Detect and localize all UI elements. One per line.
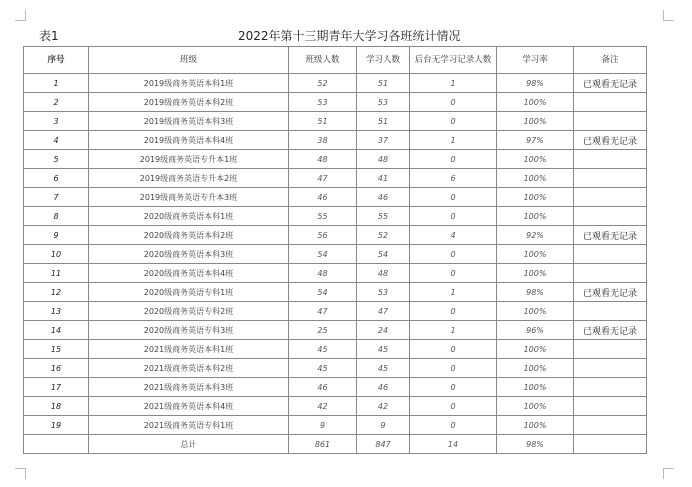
cell-note <box>574 207 647 226</box>
cell-seq: 10 <box>24 245 89 264</box>
cell-class: 2019级商务英语专升本3班 <box>89 188 289 207</box>
cell-class-size: 48 <box>289 264 357 283</box>
cell-no-record: 0 <box>410 378 497 397</box>
cell-learners: 24 <box>357 321 410 340</box>
cell-learners: 37 <box>357 131 410 150</box>
table-row <box>24 416 647 435</box>
cell-seq: 15 <box>24 340 89 359</box>
cell-class: 2021级商务英语本科4班 <box>89 397 289 416</box>
statistics-table <box>23 46 647 454</box>
cell-no-record: 0 <box>410 359 497 378</box>
cell-seq: 16 <box>24 359 89 378</box>
cell-class: 2020级商务英语本科1班 <box>89 207 289 226</box>
page-corner-mark <box>15 468 26 479</box>
table-row <box>24 378 647 397</box>
cell-note <box>574 359 647 378</box>
cell-rate: 100% <box>497 397 574 416</box>
cell-note <box>574 93 647 112</box>
cell-learners: 52 <box>357 226 410 245</box>
cell-class-size: 53 <box>289 93 357 112</box>
cell-learners: 41 <box>357 169 410 188</box>
cell-rate: 100% <box>497 207 574 226</box>
cell-rate: 98% <box>497 283 574 302</box>
cell-note <box>574 169 647 188</box>
column-header-class-size: 班级人数 <box>289 47 357 74</box>
cell-class: 2019级商务英语本科2班 <box>89 93 289 112</box>
cell-no-record: 0 <box>410 188 497 207</box>
cell-note: 已观看无记录 <box>574 283 647 302</box>
cell-class-size: 45 <box>289 340 357 359</box>
cell-note <box>574 264 647 283</box>
cell-class: 2019级商务英语本科3班 <box>89 112 289 131</box>
cell-note: 已观看无记录 <box>574 226 647 245</box>
column-header-class: 班级 <box>89 47 289 74</box>
cell-learners: 51 <box>357 112 410 131</box>
table-row <box>24 397 647 416</box>
table-row <box>24 245 647 264</box>
cell-seq: 3 <box>24 112 89 131</box>
cell-note <box>574 112 647 131</box>
cell-class-size: 46 <box>289 378 357 397</box>
cell-no-record: 0 <box>410 112 497 131</box>
cell-class-size: 54 <box>289 283 357 302</box>
table-row <box>24 150 647 169</box>
cell-learners: 45 <box>357 340 410 359</box>
column-header-seq: 序号 <box>24 47 89 74</box>
cell-learners: 9 <box>357 416 410 435</box>
cell-class-size: 48 <box>289 150 357 169</box>
cell-no-record: 0 <box>410 150 497 169</box>
page-title: 2022年第十三期青年大学习各班统计情况 <box>238 29 461 43</box>
cell-seq: 2 <box>24 93 89 112</box>
column-header-learners: 学习人数 <box>357 47 410 74</box>
table-row <box>24 169 647 188</box>
table-row <box>24 93 647 112</box>
cell-note <box>574 340 647 359</box>
cell-rate: 100% <box>497 264 574 283</box>
cell-no-record: 0 <box>410 340 497 359</box>
cell-learners: 47 <box>357 302 410 321</box>
table-row <box>24 302 647 321</box>
column-header-note: 备注 <box>574 47 647 74</box>
cell-seq: 6 <box>24 169 89 188</box>
cell-learners: 55 <box>357 207 410 226</box>
cell-class: 2020级商务英语专科2班 <box>89 302 289 321</box>
table-row <box>24 188 647 207</box>
cell-seq: 9 <box>24 226 89 245</box>
table-header-row <box>24 47 647 74</box>
cell-class-size: 47 <box>289 169 357 188</box>
cell-learners: 46 <box>357 188 410 207</box>
cell-note <box>574 245 647 264</box>
cell-note <box>574 378 647 397</box>
cell-no-record: 1 <box>410 283 497 302</box>
cell-no-record: 6 <box>410 169 497 188</box>
table-row <box>24 74 647 93</box>
cell-class-size: 56 <box>289 226 357 245</box>
cell-class: 2020级商务英语专科3班 <box>89 321 289 340</box>
table-row <box>24 112 647 131</box>
cell-total-label: 总计 <box>89 435 289 454</box>
table-label: 表1 <box>39 29 59 43</box>
cell-rate: 98% <box>497 74 574 93</box>
cell-class: 2021级商务英语专科1班 <box>89 416 289 435</box>
cell-seq: 7 <box>24 188 89 207</box>
cell-note <box>574 150 647 169</box>
cell-rate: 100% <box>497 112 574 131</box>
cell-class-size: 9 <box>289 416 357 435</box>
cell-class: 2020级商务英语本科3班 <box>89 245 289 264</box>
cell-seq: 13 <box>24 302 89 321</box>
cell-rate: 100% <box>497 302 574 321</box>
cell-rate: 97% <box>497 131 574 150</box>
cell-note <box>574 302 647 321</box>
cell-class-size: 55 <box>289 207 357 226</box>
page-corner-mark <box>663 468 674 479</box>
cell-class-size: 52 <box>289 74 357 93</box>
cell-no-record: 4 <box>410 226 497 245</box>
cell-class: 2019级商务英语专升本2班 <box>89 169 289 188</box>
cell-no-record: 0 <box>410 207 497 226</box>
cell-class-size: 38 <box>289 131 357 150</box>
cell-no-record: 0 <box>410 397 497 416</box>
cell-learners: 48 <box>357 150 410 169</box>
cell-rate: 100% <box>497 245 574 264</box>
cell-no-record: 0 <box>410 264 497 283</box>
cell-seq: 12 <box>24 283 89 302</box>
cell-learners: 45 <box>357 359 410 378</box>
cell-learners: 847 <box>357 435 410 454</box>
cell-note <box>574 435 647 454</box>
cell-no-record: 14 <box>410 435 497 454</box>
cell-no-record: 0 <box>410 245 497 264</box>
cell-class-size: 47 <box>289 302 357 321</box>
table-row <box>24 340 647 359</box>
cell-class: 2021级商务英语本科1班 <box>89 340 289 359</box>
cell-class-size: 54 <box>289 245 357 264</box>
cell-class-size: 45 <box>289 359 357 378</box>
cell-seq <box>24 435 89 454</box>
cell-rate: 96% <box>497 321 574 340</box>
cell-class: 2020级商务英语专科1班 <box>89 283 289 302</box>
cell-class-size: 51 <box>289 112 357 131</box>
table-row <box>24 226 647 245</box>
cell-learners: 42 <box>357 397 410 416</box>
cell-class: 2020级商务英语本科4班 <box>89 264 289 283</box>
cell-rate: 100% <box>497 188 574 207</box>
cell-rate: 100% <box>497 93 574 112</box>
cell-seq: 4 <box>24 131 89 150</box>
cell-seq: 19 <box>24 416 89 435</box>
cell-learners: 51 <box>357 74 410 93</box>
cell-rate: 92% <box>497 226 574 245</box>
cell-rate: 100% <box>497 150 574 169</box>
cell-note <box>574 416 647 435</box>
page-corner-mark <box>663 10 674 21</box>
cell-rate: 100% <box>497 416 574 435</box>
table-row <box>24 131 647 150</box>
page-corner-mark <box>15 10 26 21</box>
cell-seq: 11 <box>24 264 89 283</box>
table-row <box>24 264 647 283</box>
cell-no-record: 1 <box>410 131 497 150</box>
cell-learners: 48 <box>357 264 410 283</box>
cell-rate: 100% <box>497 169 574 188</box>
cell-seq: 1 <box>24 74 89 93</box>
cell-class-size: 46 <box>289 188 357 207</box>
cell-class-size: 42 <box>289 397 357 416</box>
cell-note <box>574 188 647 207</box>
cell-note: 已观看无记录 <box>574 74 647 93</box>
cell-class-size: 25 <box>289 321 357 340</box>
cell-seq: 14 <box>24 321 89 340</box>
cell-seq: 18 <box>24 397 89 416</box>
cell-rate: 100% <box>497 340 574 359</box>
cell-class: 2019级商务英语本科1班 <box>89 74 289 93</box>
cell-class-size: 861 <box>289 435 357 454</box>
cell-learners: 46 <box>357 378 410 397</box>
cell-no-record: 0 <box>410 416 497 435</box>
cell-note: 已观看无记录 <box>574 321 647 340</box>
cell-no-record: 1 <box>410 74 497 93</box>
cell-seq: 5 <box>24 150 89 169</box>
cell-no-record: 0 <box>410 302 497 321</box>
table-total-row <box>24 435 647 454</box>
table-row <box>24 359 647 378</box>
cell-note <box>574 397 647 416</box>
column-header-rate: 学习率 <box>497 47 574 74</box>
table-row <box>24 321 647 340</box>
column-header-no-record: 后台无学习记录人数 <box>410 47 497 74</box>
cell-learners: 53 <box>357 93 410 112</box>
cell-class: 2020级商务英语本科2班 <box>89 226 289 245</box>
cell-class: 2021级商务英语本科2班 <box>89 359 289 378</box>
cell-learners: 54 <box>357 245 410 264</box>
cell-no-record: 0 <box>410 93 497 112</box>
cell-no-record: 1 <box>410 321 497 340</box>
cell-class: 2021级商务英语本科3班 <box>89 378 289 397</box>
table-row <box>24 207 647 226</box>
cell-seq: 17 <box>24 378 89 397</box>
cell-rate: 98% <box>497 435 574 454</box>
cell-rate: 100% <box>497 359 574 378</box>
cell-rate: 100% <box>497 378 574 397</box>
cell-learners: 53 <box>357 283 410 302</box>
cell-note: 已观看无记录 <box>574 131 647 150</box>
table-row <box>24 283 647 302</box>
cell-class: 2019级商务英语专升本1班 <box>89 150 289 169</box>
table-caption <box>24 27 646 45</box>
cell-seq: 8 <box>24 207 89 226</box>
cell-class: 2019级商务英语本科4班 <box>89 131 289 150</box>
